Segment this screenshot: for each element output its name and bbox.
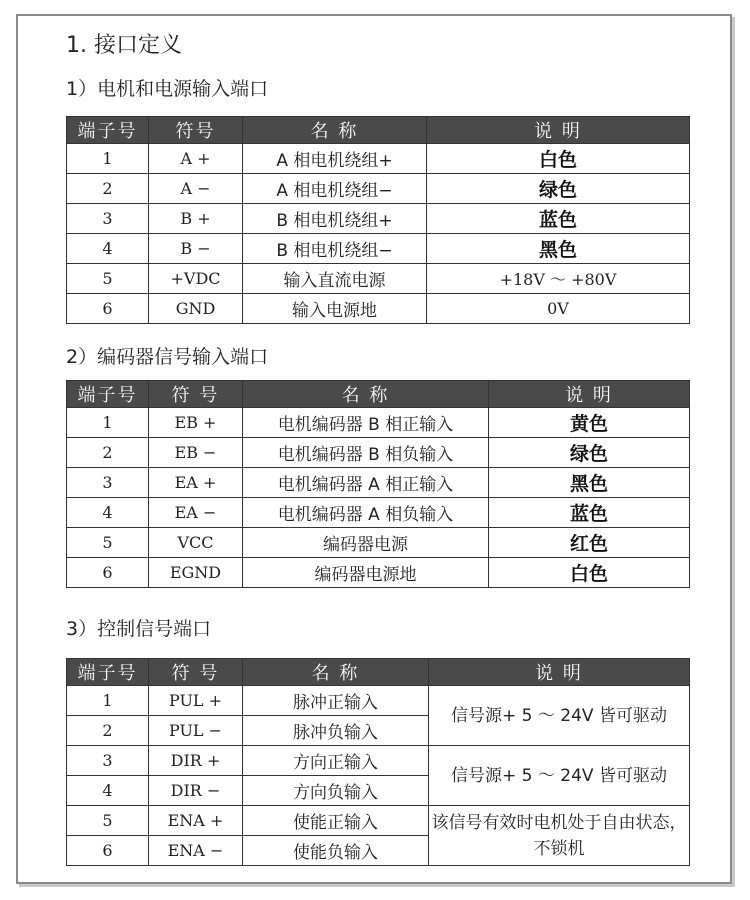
cell-desc-merged: 该信号有效时电机处于自由状态，不锁机 <box>429 806 690 866</box>
cell-desc: 蓝色 <box>427 204 690 234</box>
cell-symbol: VCC <box>149 528 243 558</box>
cell-symbol: EA + <box>149 468 243 498</box>
cell-no: 6 <box>67 558 149 588</box>
table-row <box>67 174 690 204</box>
cell-desc: 白色 <box>427 144 690 174</box>
cell-no: 3 <box>67 204 149 234</box>
control-signal-table <box>66 658 690 866</box>
col-header: 说 明 <box>429 659 690 686</box>
cell-desc: 白色 <box>489 558 690 588</box>
cell-no: 5 <box>67 806 149 836</box>
cell-desc: 绿色 <box>489 438 690 468</box>
table-row <box>67 468 690 498</box>
table-row <box>67 438 690 468</box>
cell-no: 6 <box>67 294 149 324</box>
col-header: 说 明 <box>489 381 690 408</box>
col-header: 说 明 <box>427 117 690 144</box>
table-header-row <box>67 381 690 408</box>
section1-title: 1）电机和电源输入端口 <box>66 78 269 100</box>
col-header: 符 号 <box>149 659 243 686</box>
cell-name: 电机编码器 B 相负输入 <box>243 438 489 468</box>
cell-no: 2 <box>67 438 149 468</box>
table-header-row <box>67 659 690 686</box>
cell-symbol: B + <box>149 204 243 234</box>
table-row <box>67 528 690 558</box>
encoder-table <box>66 380 690 588</box>
cell-desc: 蓝色 <box>489 498 690 528</box>
cell-symbol: EGND <box>149 558 243 588</box>
col-header: 名 称 <box>243 381 489 408</box>
cell-name: 使能负输入 <box>243 836 429 866</box>
table-row <box>67 144 690 174</box>
cell-name: A 相电机绕组− <box>243 174 427 204</box>
table-row <box>67 498 690 528</box>
table-row <box>67 294 690 324</box>
cell-name: 编码器电源 <box>243 528 489 558</box>
section3-title: 3）控制信号端口 <box>66 618 212 640</box>
cell-name: 脉冲负输入 <box>243 716 429 746</box>
cell-no: 5 <box>67 528 149 558</box>
cell-no: 3 <box>67 468 149 498</box>
table-row <box>67 686 690 716</box>
cell-name: A 相电机绕组+ <box>243 144 427 174</box>
cell-symbol: B − <box>149 234 243 264</box>
cell-symbol: EB + <box>149 408 243 438</box>
cell-no: 2 <box>67 174 149 204</box>
table-row <box>67 204 690 234</box>
section2-title: 2）编码器信号输入端口 <box>66 346 269 368</box>
col-header: 符 号 <box>149 381 243 408</box>
table-row <box>67 806 690 836</box>
cell-no: 4 <box>67 234 149 264</box>
cell-no: 4 <box>67 498 149 528</box>
cell-no: 1 <box>67 686 149 716</box>
cell-desc: 黑色 <box>489 468 690 498</box>
cell-no: 4 <box>67 776 149 806</box>
cell-name: 方向正输入 <box>243 746 429 776</box>
page-heading: 1. 接口定义 <box>66 33 182 58</box>
cell-symbol: ENA + <box>149 806 243 836</box>
cell-name: 电机编码器 B 相正输入 <box>243 408 489 438</box>
cell-symbol: +VDC <box>149 264 243 294</box>
col-header: 端子号 <box>67 381 149 408</box>
cell-name: 输入直流电源 <box>243 264 427 294</box>
cell-desc: 0V <box>427 294 690 324</box>
cell-name: 使能正输入 <box>243 806 429 836</box>
cell-desc: 黑色 <box>427 234 690 264</box>
table-row <box>67 746 690 776</box>
cell-symbol: EA − <box>149 498 243 528</box>
table-row <box>67 558 690 588</box>
cell-no: 2 <box>67 716 149 746</box>
col-header: 端子号 <box>67 117 149 144</box>
cell-no: 6 <box>67 836 149 866</box>
cell-no: 3 <box>67 746 149 776</box>
cell-name: 编码器电源地 <box>243 558 489 588</box>
cell-symbol: A − <box>149 174 243 204</box>
table-row <box>67 408 690 438</box>
cell-desc: +18V ～ +80V <box>427 264 690 294</box>
table-row <box>67 234 690 264</box>
cell-no: 5 <box>67 264 149 294</box>
cell-name: 脉冲正输入 <box>243 686 429 716</box>
cell-name: 输入电源地 <box>243 294 427 324</box>
table-row <box>67 264 690 294</box>
col-header: 名 称 <box>243 117 427 144</box>
cell-desc: 红色 <box>489 528 690 558</box>
table-header-row <box>67 117 690 144</box>
cell-symbol: GND <box>149 294 243 324</box>
cell-symbol: DIR − <box>149 776 243 806</box>
col-header: 名 称 <box>243 659 429 686</box>
cell-no: 1 <box>67 408 149 438</box>
cell-no: 1 <box>67 144 149 174</box>
cell-symbol: EB − <box>149 438 243 468</box>
col-header: 符号 <box>149 117 243 144</box>
cell-symbol: A + <box>149 144 243 174</box>
cell-desc-merged: 信号源+ 5 ～ 24V 皆可驱动 <box>429 746 690 806</box>
cell-desc: 黄色 <box>489 408 690 438</box>
cell-symbol: ENA − <box>149 836 243 866</box>
cell-name: 电机编码器 A 相负输入 <box>243 498 489 528</box>
cell-symbol: DIR + <box>149 746 243 776</box>
cell-name: 方向负输入 <box>243 776 429 806</box>
cell-symbol: PUL − <box>149 716 243 746</box>
cell-name: B 相电机绕组+ <box>243 204 427 234</box>
cell-symbol: PUL + <box>149 686 243 716</box>
col-header: 端子号 <box>67 659 149 686</box>
cell-desc-merged: 信号源+ 5 ～ 24V 皆可驱动 <box>429 686 690 746</box>
cell-name: B 相电机绕组− <box>243 234 427 264</box>
motor-power-table <box>66 116 690 324</box>
cell-desc: 绿色 <box>427 174 690 204</box>
cell-name: 电机编码器 A 相正输入 <box>243 468 489 498</box>
